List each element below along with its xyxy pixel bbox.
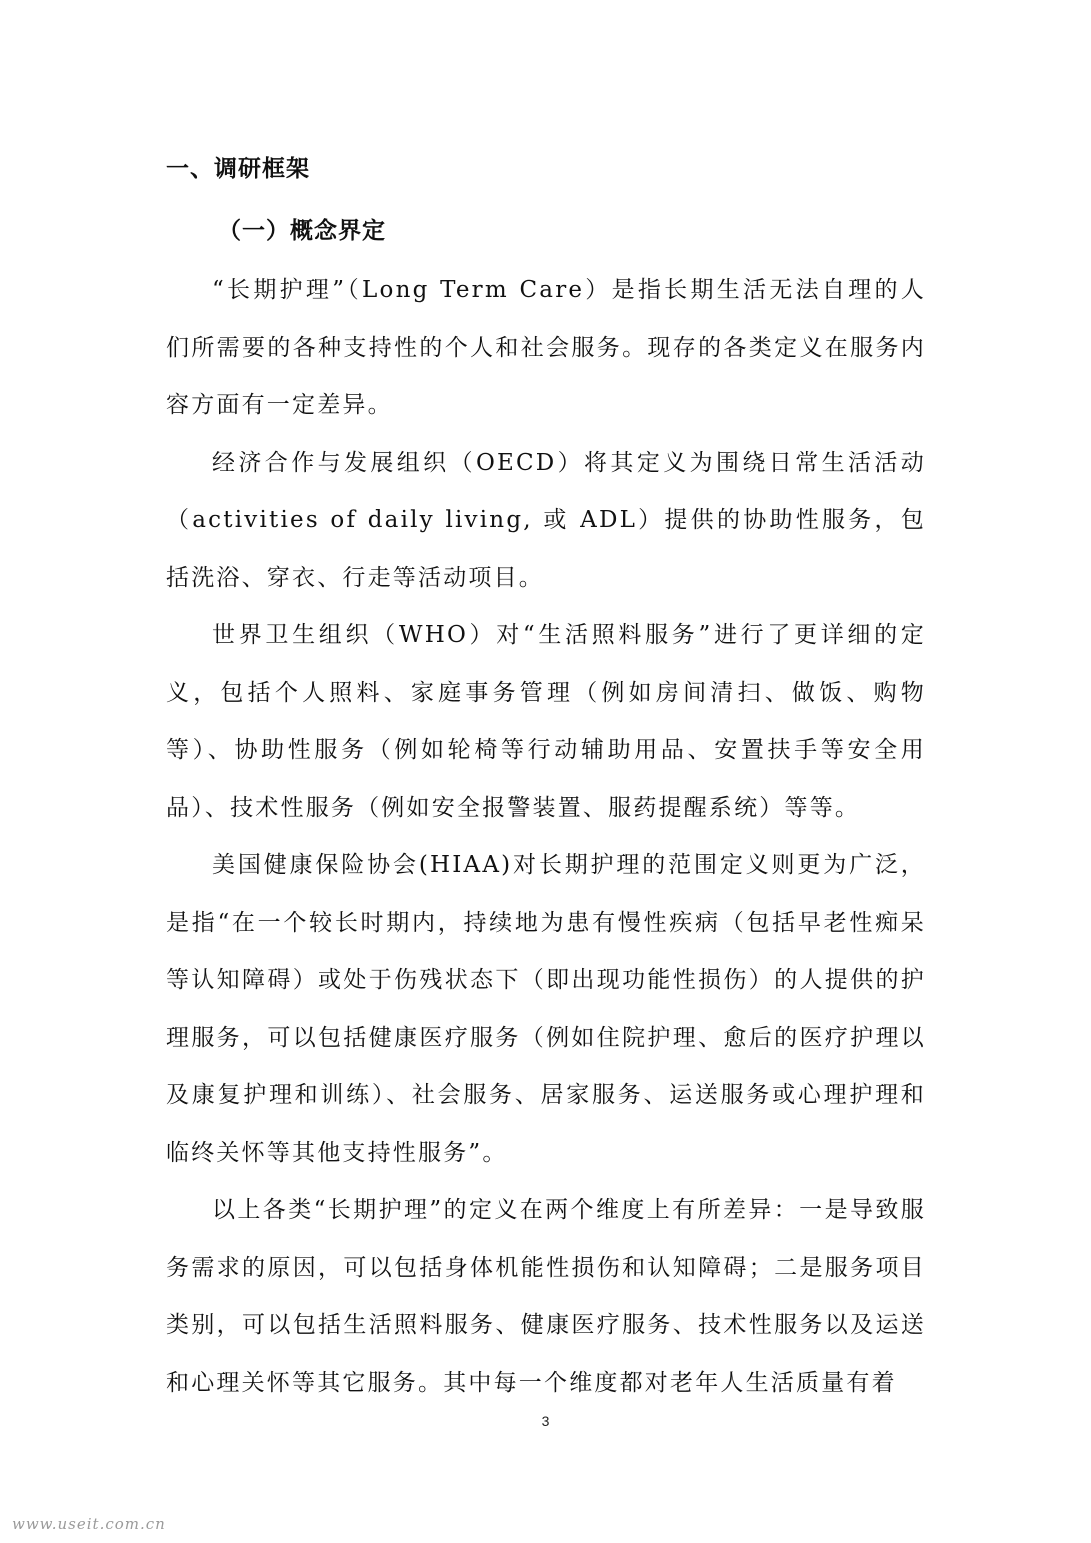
watermark: www.useit.com.cn	[12, 1515, 166, 1533]
body-text	[166, 262, 926, 1412]
section-heading: 一、调研框架	[166, 156, 310, 182]
page-number: 3	[541, 1413, 550, 1429]
paragraph-definition: “长期护理”（Long Term Care）是指长期生活无法自理的人们所需要的各种支持性的个人和社会服务。现存的各类定义在服务内容方面有一定差异。	[166, 277, 926, 418]
paragraph-hiaa: 美国健康保险协会(HIAA)对长期护理的范围定义则更为广泛，是指“在一个较长时期内，持续地为患有慢性疾病（包括早老性痴呆等认知障碍）或处于伤残状态下（即出现功能性损伤）的人提供的护理服务，可以包括健康医疗服务（例如住院护理、愈后的医疗护理以及康复护理和训练）、社会服务、居家服务、运送服务或心理护理和临终关怀等其他支持性服务”。	[166, 852, 926, 1166]
subsection-heading: （一）概念界定	[218, 218, 386, 244]
paragraph-who: 世界卫生组织（WHO）对“生活照料服务”进行了更详细的定义，包括个人照料、家庭事务管理（例如房间清扫、做饭、购物等）、协助性服务（例如轮椅等行动辅助用品、安置扶手等安全用品）、技术性服务（例如安全报警装置、服药提醒系统）等等。	[166, 622, 926, 821]
paragraph-oecd: 经济合作与发展组织（OECD）将其定义为围绕日常生活活动（activities of daily living, 或 ADL）提供的协助性服务，包括洗浴、穿衣、行走等活动项目。	[166, 449, 926, 591]
paragraph-dimensions: 以上各类“长期护理”的定义在两个维度上有所差异：一是导致服务需求的原因，可以包括身体机能性损伤和认知障碍；二是服务项目类别，可以包括生活照料服务、健康医疗服务、技术性服务以及运送和心理关怀等其它服务。其中每一个维度都对老年人生活质量有着	[166, 1197, 926, 1396]
